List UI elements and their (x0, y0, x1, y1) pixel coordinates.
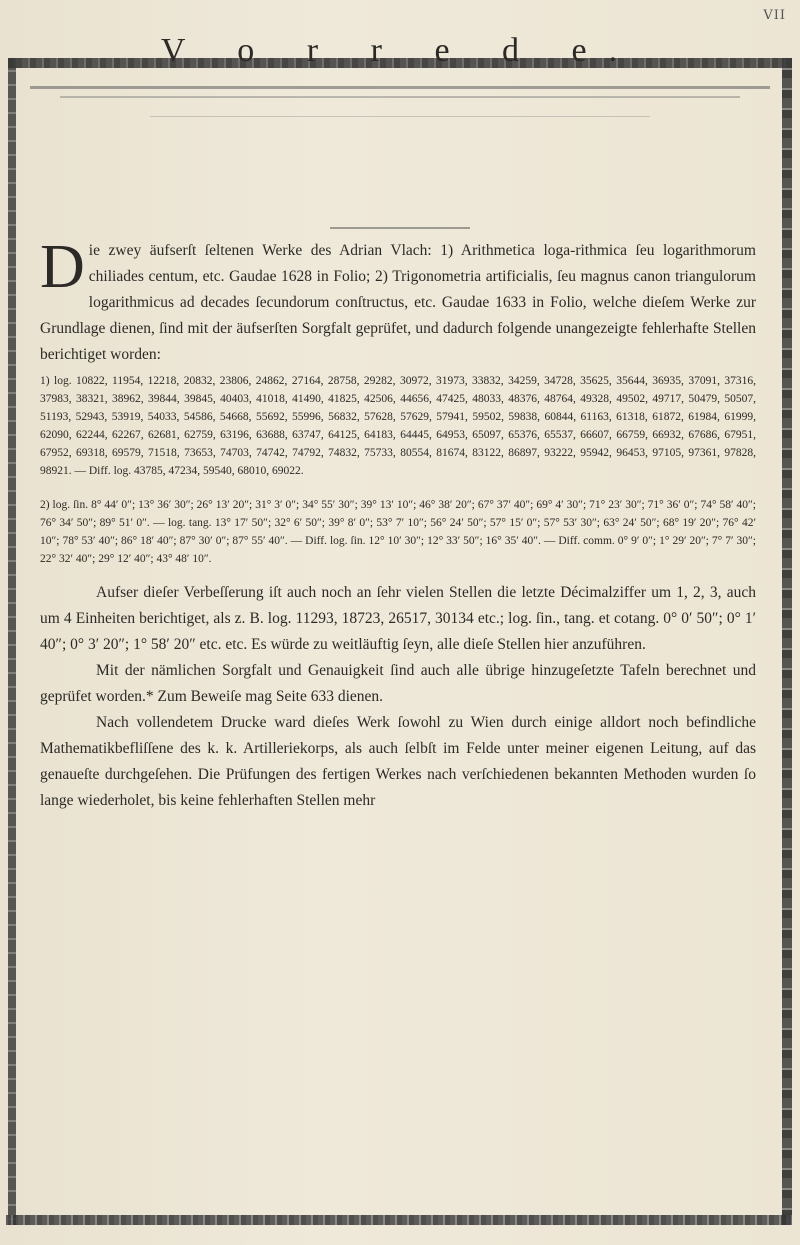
errata-list-logarithms: 1) log. 10822, 11954, 12218, 20832, 23806, 24862, 27164, 28758, 29282, 30972, 31973, 33832, 34259, 34728, 35625, 35644, 36935, 37091, 37316, 37983, 38321, 38962, 39844, 39845, 40403, 41018, 41490, 41825, 42506, 44656, 47425, 48033, 48376, 48764, 49328, 49502, 49717, 50479, 50507, 51193, 52943, 53919, 54033, 54586, 54668, 55692, 55996, 56832, 57628, 57629, 57941, 59502, 59838, 60844, 61163, 61318, 61872, 61984, 61999, 62090, 62244, 62267, 62681, 62759, 63196, 63688, 63747, 64125, 64183, 64445, 64953, 65097, 65376, 65537, 66607, 66759, 66932, 67686, 67951, 67952, 69318, 69579, 71518, 73653, 74703, 74742, 74792, 74832, 75733, 80554, 81674, 83122, 86897, 93222, 95942, 96453, 97105, 97361, 97828, 98921. — Diff. log. 43785, 47234, 59540, 68010, 69022. (40, 375, 756, 477)
title-rule (330, 227, 470, 229)
paragraph-tables-checked: Mit der nämlichen Sorgfalt und Genauigkeit ſind auch alle übrige hinzugeſetzte Tafeln berechnet und geprüfet worden.* Zum Beweiſe mag Seite 633 dienen. (40, 662, 756, 705)
intro-paragraph (40, 233, 756, 368)
errata-list-trigonometric: 2) log. ſin. 8° 44′ 0″; 13° 36′ 30″; 26° 13′ 20″; 31° 3′ 0″; 34° 55′ 30″; 39° 13′ 10″; 46° 38′ 20″; 67° 37′ 40″; 69° 4′ 30″; 71° 23′ 30″; 71° 36′ 0″; 74° 58′ 40″; 76° 34′ 50″; 89° 51′ 0″. — log. tang. 13° 17′ 50″; 32° 6′ 50″; 39° 8′ 0″; 53° 7′ 10″; 56° 24′ 50″; 57° 15′ 0″; 57° 53′ 30″; 63° 24′ 50″; 68° 19′ 20″; 76° 42′ 10″; 78° 53′ 40″; 86° 18′ 40″; 87° 30′ 0″; 87° 55′ 40″. — Diff. log. ſin. 12° 10′ 30″; 12° 33′ 50″; 16° 35′ 40″. — Diff. comm. 0° 9′ 0″; 1° 29′ 20″; 7° 7′ 30″; 22° 32′ 40″; 29° 12′ 40″; 43° 48′ 10″. (40, 499, 756, 565)
intro-text: ie zwey äufserſt ſeltenen Werke des Adrian Vlach: 1) Arithmetica loga-rithmica ſeu logarithmorum chiliades centum, etc. Gaudae 1628 in Folio; 2) Trigonometria artificialis, ſeu magnus canon triangulorum logarithmicus ad decades ſecundorum conſtructus, etc. Gaudae 1633 in Folio, welche dieſem Werke zur Grundlage dienen, ſind mit der äufserſten Sorgfalt geprüfet, und dadurch folgende unangezeigte fehlerhafte Stellen berichtiget worden: (40, 242, 756, 363)
paragraph-verification: Nach vollendetem Drucke ward dieſes Werk ſowohl zu Wien durch einige alldort noch befindliche Mathematikbefliſſene des k. k. Artilleriekorps, als auch ſelbſt im Felde unter meiner eigenen Leitung, auf das genaueſte durchgeſehen. Die Prüfungen des fertigen Werkes nach verſchiedenen bekannten Methoden wurden ſo lange wiederholet, bis keine fehlerhaften Stellen mehr (40, 714, 756, 809)
paragraph-decimal-corrections: Aufser dieſer Verbeſſerung iſt auch noch an ſehr vielen Stellen die letzte Décimalziffer um 1, 2, 3, auch um 4 Einheiten berichtiget, als z. B. log. 11293, 18723, 26517, 30134 etc.; log. ſin., tang. et cotang. 0° 0′ 50″; 0° 1′ 40″; 0° 3′ 20″; 1° 58′ 20″ etc. etc. Es würde zu weitläuftig ſeyn, alle dieſe Stellen hier anzuführen. (40, 584, 756, 653)
ornamental-border-left (8, 58, 16, 1225)
header-rule (150, 116, 650, 117)
page-number: VII (763, 8, 786, 23)
body-text (40, 233, 756, 814)
page-title: V o r r e d e. (160, 32, 640, 69)
header-rule (30, 86, 770, 89)
header-rule (60, 96, 740, 98)
ornamental-border-right (782, 58, 792, 1225)
ornamental-border-bottom (6, 1215, 792, 1225)
drop-cap: D (40, 233, 85, 301)
